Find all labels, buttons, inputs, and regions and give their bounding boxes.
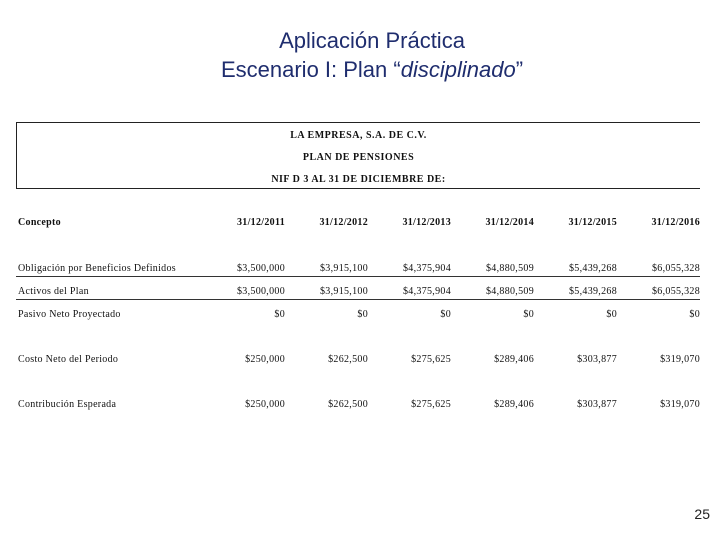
table-cell: $303,877 [577, 399, 617, 410]
row-label: Pasivo Neto Proyectado [18, 309, 121, 320]
title-line-1: Aplicación Práctica [279, 28, 465, 53]
table-cell: $275,625 [411, 354, 451, 365]
row-label: Contribución Esperada [18, 399, 117, 410]
table-row [16, 351, 700, 367]
column-header-2015: 31/12/2015 [568, 217, 617, 228]
table-row [16, 306, 700, 322]
row-label: Costo Neto del Periodo [18, 354, 119, 365]
table-cell: $289,406 [494, 399, 534, 410]
table-cell: $6,055,328 [652, 263, 700, 274]
page-number: 25 [694, 506, 710, 522]
table-cell: $0 [606, 309, 617, 320]
title-line-2-suffix: ” [515, 57, 524, 82]
column-header-concepto: Concepto [18, 217, 61, 228]
title-line-2-italic: disciplinado [400, 57, 516, 82]
table-cell: $5,439,268 [569, 286, 617, 297]
table-cell: $3,915,100 [320, 263, 368, 274]
row-label: Obligación por Beneficios Definidos [18, 263, 176, 274]
column-header-2013: 31/12/2013 [402, 217, 451, 228]
report-plan: PLAN DE PENSIONES [302, 152, 415, 163]
report-norm: NIF D 3 AL 31 DE DICIEMBRE DE: [271, 174, 446, 185]
column-header-2014: 31/12/2014 [485, 217, 534, 228]
column-header-2012: 31/12/2012 [319, 217, 368, 228]
table-cell: $4,880,509 [486, 286, 534, 297]
table-row [16, 396, 700, 412]
table-cell: $319,070 [660, 354, 700, 365]
table-cell: $4,375,904 [403, 263, 451, 274]
table-cell: $275,625 [411, 399, 451, 410]
table-cell: $0 [440, 309, 451, 320]
table-row [16, 283, 700, 300]
table-header-row [16, 214, 700, 230]
table-cell: $262,500 [328, 399, 368, 410]
table-cell: $3,500,000 [237, 263, 285, 274]
report-company: LA EMPRESA, S.A. DE C.V. [290, 130, 427, 141]
column-header-2011: 31/12/2011 [236, 217, 285, 228]
table-cell: $6,055,328 [652, 286, 700, 297]
table-cell: $3,915,100 [320, 286, 368, 297]
table-cell: $0 [357, 309, 368, 320]
table-cell: $0 [274, 309, 285, 320]
table-cell: $289,406 [494, 354, 534, 365]
table-cell: $250,000 [245, 399, 285, 410]
slide-title [0, 26, 720, 84]
row-label: Activos del Plan [18, 286, 89, 297]
table-cell: $3,500,000 [237, 286, 285, 297]
table-cell: $319,070 [660, 399, 700, 410]
column-header-2016: 31/12/2016 [651, 217, 700, 228]
table-cell: $0 [523, 309, 534, 320]
table-cell: $303,877 [577, 354, 617, 365]
table-cell: $0 [689, 309, 700, 320]
title-line-2 [0, 55, 720, 84]
title-line-2-prefix: Escenario I: Plan “ [220, 57, 401, 82]
table-cell: $5,439,268 [569, 263, 617, 274]
table-row [16, 260, 700, 277]
table-cell: $4,375,904 [403, 286, 451, 297]
table-cell: $250,000 [245, 354, 285, 365]
table-cell: $262,500 [328, 354, 368, 365]
report-header-box [16, 122, 700, 189]
table-cell: $4,880,509 [486, 263, 534, 274]
